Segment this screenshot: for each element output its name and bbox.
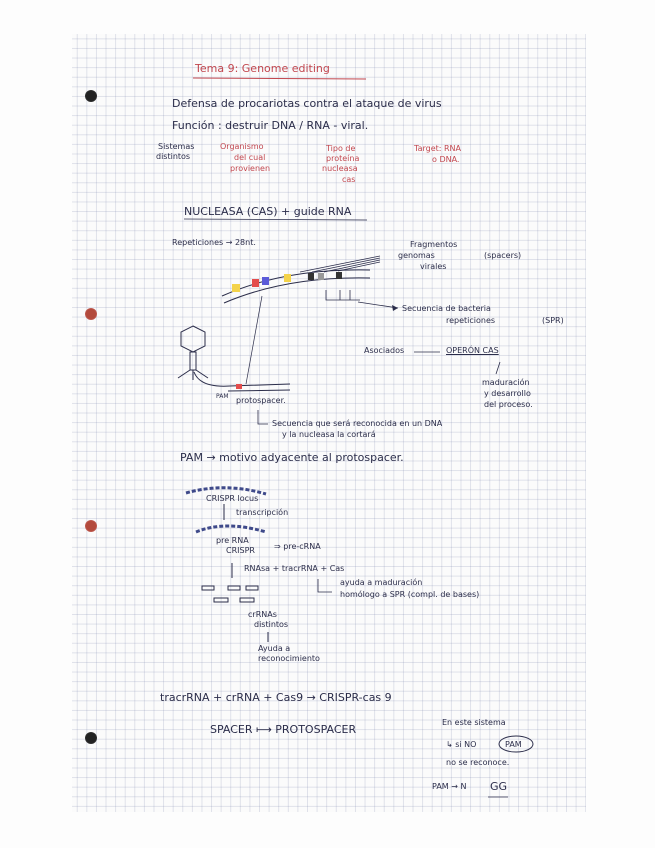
pre-crna-label: ⇒ pre-cRNA <box>274 542 321 551</box>
sistema-line-3: no se reconoce. <box>446 758 510 767</box>
array-block <box>252 279 259 287</box>
operon-label: OPERÓN CAS <box>446 346 499 355</box>
pam-gg: GG <box>490 780 508 793</box>
fragmentos-2: genomas <box>398 251 435 260</box>
maduracion-3: del proceso. <box>484 400 533 409</box>
secuencia-reconocida-1: Secuencia que será reconocida en un DNA <box>272 419 443 428</box>
crnas-1: crRNAs <box>248 610 277 619</box>
array-block <box>262 277 269 285</box>
secuencia-bacteria-1: Secuencia de bacteria <box>402 304 491 313</box>
pre-rna-2: CRISPR <box>226 546 255 555</box>
array-block <box>336 272 342 279</box>
col-tipo-1: Tipo de <box>326 144 356 153</box>
col-organismo-1: Organismo <box>220 142 264 151</box>
array-block <box>284 274 291 282</box>
pam-definition: PAM → motivo adyacente al protospacer. <box>180 451 404 464</box>
fragmentos-1: Fragmentos <box>410 240 458 249</box>
cas9-equation: tracrRNA + crRNA + Cas9 → CRISPR-cas 9 <box>160 691 392 704</box>
pam-sequence: PAM → N <box>432 782 467 791</box>
maduracion-1: maduración <box>482 378 530 387</box>
crnas-2: distintos <box>254 620 289 629</box>
col-tipo-3: nucleasa <box>322 164 358 173</box>
secuencia-reconocida-2: y la nucleasa la cortará <box>282 430 376 439</box>
pam-small-label: PAM <box>216 393 229 400</box>
asociados-label: Asociados <box>364 346 405 355</box>
spr-label: (SPR) <box>542 316 564 325</box>
intro-line-1: Defensa de procariotas contra el ataque de virus <box>172 97 442 110</box>
maduracion-2: y desarrollo <box>484 389 531 398</box>
fragmentos-3: virales <box>420 262 447 271</box>
array-block <box>232 284 240 292</box>
array-block <box>308 273 314 280</box>
page-title: Tema 9: Genome editing <box>195 62 330 75</box>
sistema-pam: PAM <box>505 740 522 749</box>
spacers-label: (spacers) <box>484 251 522 260</box>
col-sistemas-1: Sistemas <box>158 142 195 151</box>
ayuda-1: ayuda a maduración <box>340 578 423 587</box>
repeticiones-label: Repeticiones → 28nt. <box>172 238 256 247</box>
ayuda-rec-1: Ayuda a <box>258 644 291 653</box>
col-tipo-2: proteína <box>326 154 360 163</box>
col-organismo-2: del cual <box>234 153 266 162</box>
sistema-line-2: ↳ si NO <box>446 740 477 749</box>
array-block <box>318 273 324 280</box>
col-sistemas-2: distintos <box>156 152 191 161</box>
transcripcion-label: transcripción <box>236 508 289 517</box>
secuencia-bacteria-2: repeticiones <box>446 316 496 325</box>
col-organismo-3: provienen <box>230 164 271 173</box>
intro-line-2: Función : destruir DNA / RNA - viral. <box>172 119 369 132</box>
rnasa-label: RNAsa + tracrRNA + Cas <box>244 564 345 573</box>
sistema-line-1: En este sistema <box>442 718 506 727</box>
nucleasa-heading: NUCLEASA (CAS) + guide RNA <box>184 205 352 218</box>
pre-rna-1: pre RNA <box>216 536 249 545</box>
ayuda-rec-2: reconocimiento <box>258 654 320 663</box>
protospacer-label: protospacer. <box>236 396 286 405</box>
col-tipo-4: cas <box>342 175 356 184</box>
crispr-locus-label: CRISPR locus <box>206 494 259 503</box>
col-target-1: Target: RNA <box>414 144 462 153</box>
spacer-protospacer: SPACER ⟼ PROTOSPACER <box>210 723 357 736</box>
ayuda-2: homólogo a SPR (compl. de bases) <box>340 590 480 599</box>
col-target-2: o DNA. <box>432 155 460 164</box>
